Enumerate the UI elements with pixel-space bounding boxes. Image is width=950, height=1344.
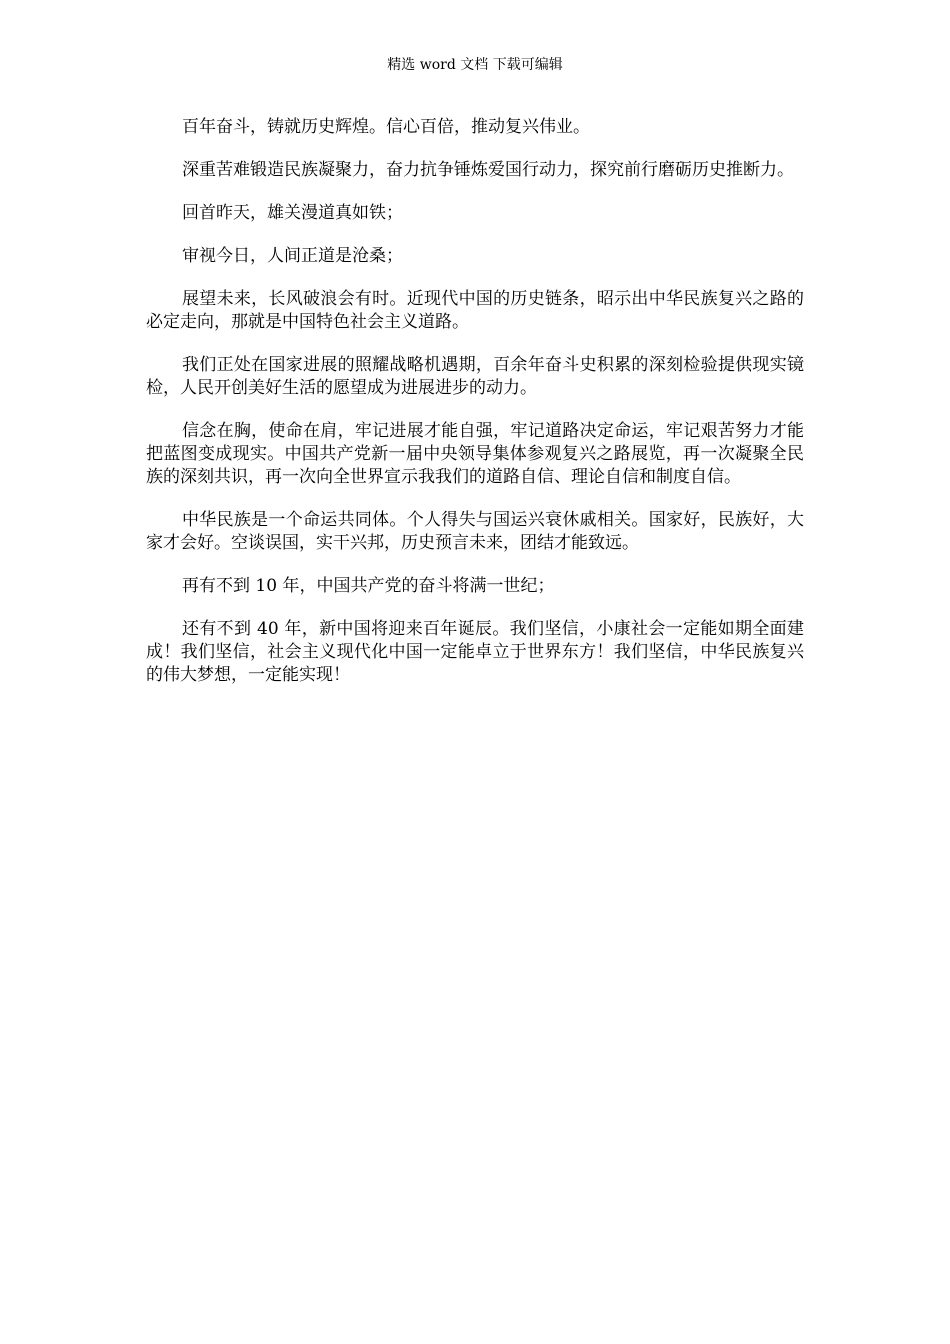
paragraph-5: 展望未来，长风破浪会有时。近现代中国的历史链条，昭示出中华民族复兴之路的必定走向，那就是中国特色社会主义道路。 — [146, 289, 804, 332]
paragraph-4: 审视今日，人间正道是沧桑； — [182, 246, 403, 266]
paragraph-9: 再有不到 10 年，中国共产党的奋斗将满一世纪； — [182, 576, 555, 596]
paragraph-10: 还有不到 40 年，新中国将迎来百年诞辰。我们坚信，小康社会一定能如期全面建成！我们坚信，社会主义现代化中国一定能卓立于世界东方！我们坚信，中华民族复兴的伟大梦想，一定能实现！ — [146, 619, 804, 685]
paragraph-2: 深重苦难锻造民族凝聚力，奋力抗争锤炼爱国行动力，探究前行磨砺历史推断力。 — [182, 160, 794, 180]
page-header: 精选 word 文档 下载可编辑 — [387, 57, 563, 73]
paragraph-8: 中华民族是一个命运共同体。个人得失与国运兴衰休戚相关。国家好，民族好，大家才会好。空谈误国，实干兴邦，历史预言未来，团结才能致远。 — [146, 510, 804, 553]
paragraph-6: 我们正处在国家进展的照耀战略机遇期，百余年奋斗史积累的深刻检验提供现实镜检，人民开创美好生活的愿望成为进展进步的动力。 — [146, 355, 804, 398]
paragraph-1: 百年奋斗，铸就历史辉煌。信心百倍，推动复兴伟业。 — [182, 117, 590, 137]
paragraph-7: 信念在胸，使命在肩，牢记进展才能自强，牢记道路决定命运，牢记艰苦努力才能把蓝图变成现实。中国共产党新一届中央领导集体参观复兴之路展览，再一次凝聚全民族的深刻共识，再一次向全世界宣示我我们的道路自信、理论自信和制度自信。 — [146, 421, 804, 487]
paragraph-3: 回首昨天，雄关漫道真如铁； — [182, 203, 403, 223]
document-body — [146, 116, 804, 707]
